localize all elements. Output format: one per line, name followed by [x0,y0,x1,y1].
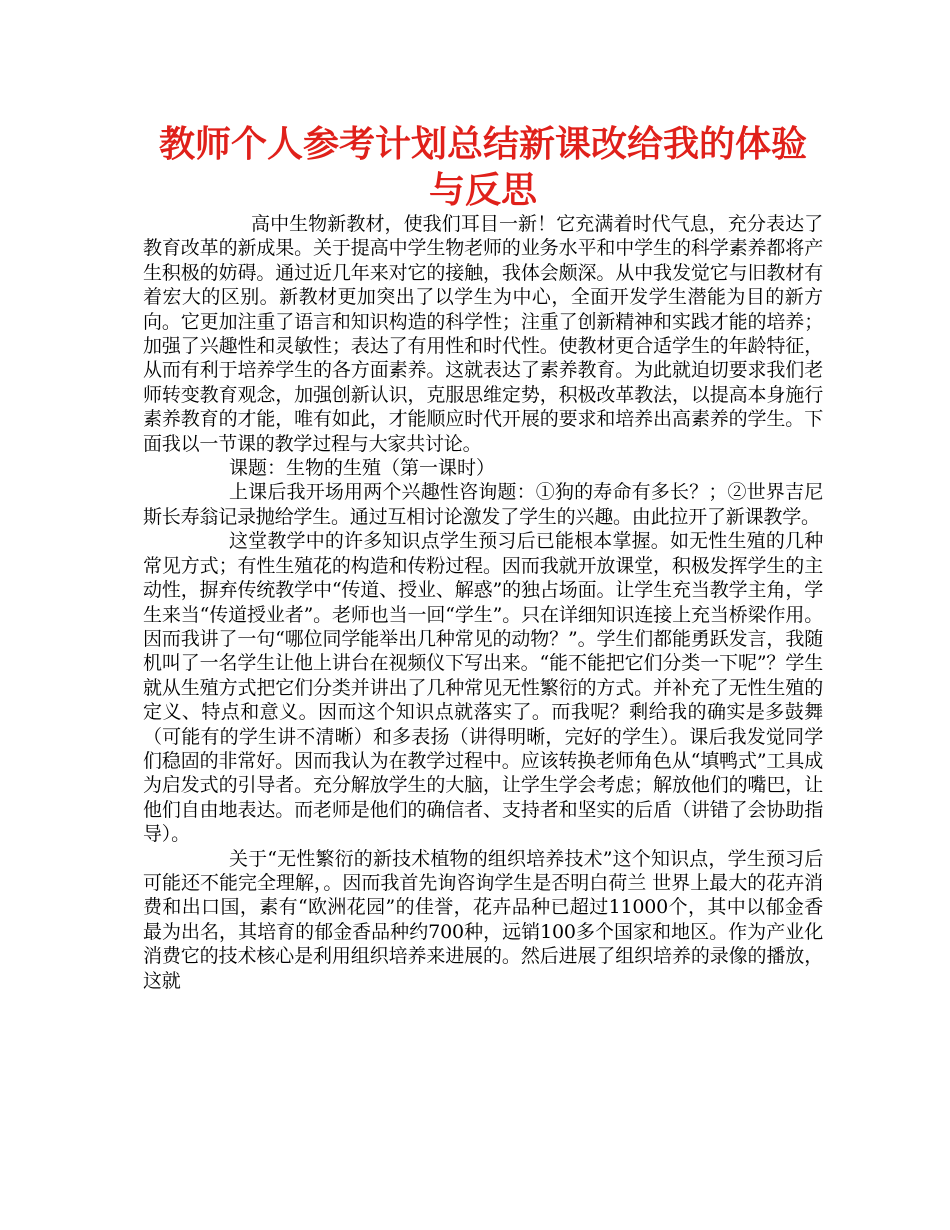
document-body [143,212,823,993]
document-page [143,122,823,993]
paragraph-topic: 课题：生物的生殖（第一课时） [229,457,496,480]
paragraph-asexual-reproduction: 这堂教学中的许多知识点学生预习后已能根本掌握。如无性生殖的几种常见方式；有性生殖花的构造和传粉过程。因而我就开放课堂，积极发挥学生的主动性，摒弃传统教学中“传道、授业、解惑”的独占场面。让学生充当教学主角，学生来当“传道授业者”。老师也当一回“学生”。只在详细知识连接上充当桥梁作用。因而我讲了一句“哪位同学能举出几种常见的动物？”。学生们都能勇跃发言，我随机叫了一名学生让他上讲台在视频仪下写出来。“能不能把它们分类一下呢”？学生就从生殖方式把它们分类并讲出了几种常见无性繁衍的方式。并补充了无性生殖的定义、特点和意义。因而这个知识点就落实了。而我呢？剩给我的确实是多鼓舞（可能有的学生讲不清晰）和多表扬（讲得明晰，完好的学生）。课后我发觉同学们稳固的非常好。因而我认为在教学过程中。应该转换老师角色从“填鸭式”工具成为启发式的引导者。充分解放学生的大脑，让学生学会考虑；解放他们的嘴巴，让他们自由地表达。而老师是他们的确信者、支持者和坚实的后盾（讲错了会协助指导）。 [143,530,823,846]
paragraph-tissue-culture: 关于“无性繁衍的新技术植物的组织培养技术”这个知识点，学生预习后可能还不能完全理解，。因而我首先询咨询学生是否明白荷兰 世界上最大的花卉消费和出口国，素有“欧洲花园”的佳誉，花卉品种已超过11000个，其中以郁金香最为出名，其培育的郁金香品种约700种，远销100多个国家和地区。作为产业化消费它的技术核心是利用组织培养来进展的。然后进展了组织培养的录像的播放，这就 [143,847,823,992]
paragraph-opening: 上课后我开场用两个兴趣性咨询题：①狗的寿命有多长？；②世界吉尼斯长寿翁记录抛给学生。通过互相讨论激发了学生的兴趣。由此拉开了新课教学。 [143,481,823,528]
document-title: 教师个人参考计划总结新课改给我的体验与反思 [158,124,807,211]
paragraph-intro: 高中生物新教材，使我们耳目一新！它充满着时代气息，充分表达了教育改革的新成果。关于提高中学生物老师的业务水平和中学生的科学素养都将产生积极的妨碍。通过近几年来对它的接触，我体会颇深。从中我发觉它与旧教材有着宏大的区别。新教材更加突出了以学生为中心，全面开发学生潜能为目的新方向。它更加注重了语言和知识构造的科学性；注重了创新精神和实践才能的培养；加强了兴趣性和灵敏性；表达了有用性和时代性。使教材更合适学生的年龄特征，从而有利于培养学生的各方面素养。这就表达了素养教育。为此就迫切要求我们老师转变教育观念，加强创新认识，克服思维定势，积极改革教法，以提高本身施行素养教育的才能，唯有如此，才能顺应时代开展的要求和培养出高素养的学生。下面我以一节课的教学过程与大家共讨论。 [143,213,823,455]
